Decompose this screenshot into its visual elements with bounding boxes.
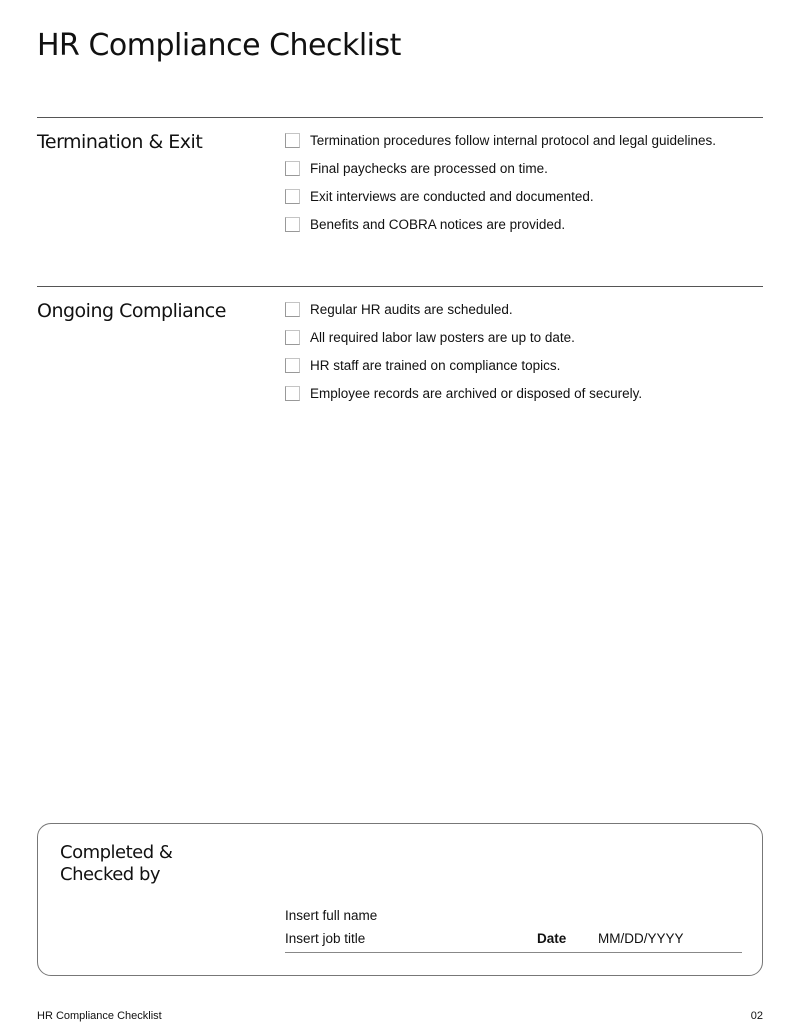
checkbox[interactable]	[285, 133, 300, 148]
job-title-field[interactable]: Insert job title	[285, 931, 366, 946]
checklist	[285, 295, 642, 407]
signoff-title: Completed & Checked by	[60, 842, 173, 885]
section-title: Termination & Exit	[37, 131, 203, 153]
checklist	[285, 126, 716, 238]
checkbox[interactable]	[285, 358, 300, 373]
date-label: Date	[537, 931, 567, 946]
list-item	[285, 351, 642, 379]
footer-title: HR Compliance Checklist	[37, 1010, 162, 1022]
list-item	[285, 210, 716, 238]
checkbox[interactable]	[285, 302, 300, 317]
item-label: All required labor law posters are up to date.	[310, 329, 575, 345]
checkbox[interactable]	[285, 330, 300, 345]
item-label: Exit interviews are conducted and documented.	[310, 188, 594, 204]
checkbox[interactable]	[285, 386, 300, 401]
page-number: 02	[750, 1010, 763, 1022]
checkbox[interactable]	[285, 161, 300, 176]
checkbox[interactable]	[285, 217, 300, 232]
item-label: Employee records are archived or disposed of securely.	[310, 385, 643, 401]
divider	[37, 286, 763, 287]
item-label: Final paychecks are processed on time.	[310, 160, 548, 176]
page-title: HR Compliance Checklist	[37, 28, 401, 63]
list-item	[285, 295, 642, 323]
item-label: Termination procedures follow internal protocol and legal guidelines.	[310, 132, 716, 148]
item-label: HR staff are trained on compliance topics.	[310, 357, 561, 373]
date-field[interactable]: MM/DD/YYYY	[598, 931, 684, 946]
section-title: Ongoing Compliance	[37, 300, 226, 322]
item-label: Regular HR audits are scheduled.	[310, 301, 513, 317]
signoff-box	[37, 823, 763, 976]
list-item	[285, 323, 642, 351]
list-item	[285, 154, 716, 182]
full-name-field[interactable]: Insert full name	[285, 908, 378, 923]
item-label: Benefits and COBRA notices are provided.	[310, 216, 566, 232]
signature-line	[285, 952, 742, 953]
list-item	[285, 126, 716, 154]
divider	[37, 117, 763, 118]
checkbox[interactable]	[285, 189, 300, 204]
list-item	[285, 379, 642, 407]
list-item	[285, 182, 716, 210]
